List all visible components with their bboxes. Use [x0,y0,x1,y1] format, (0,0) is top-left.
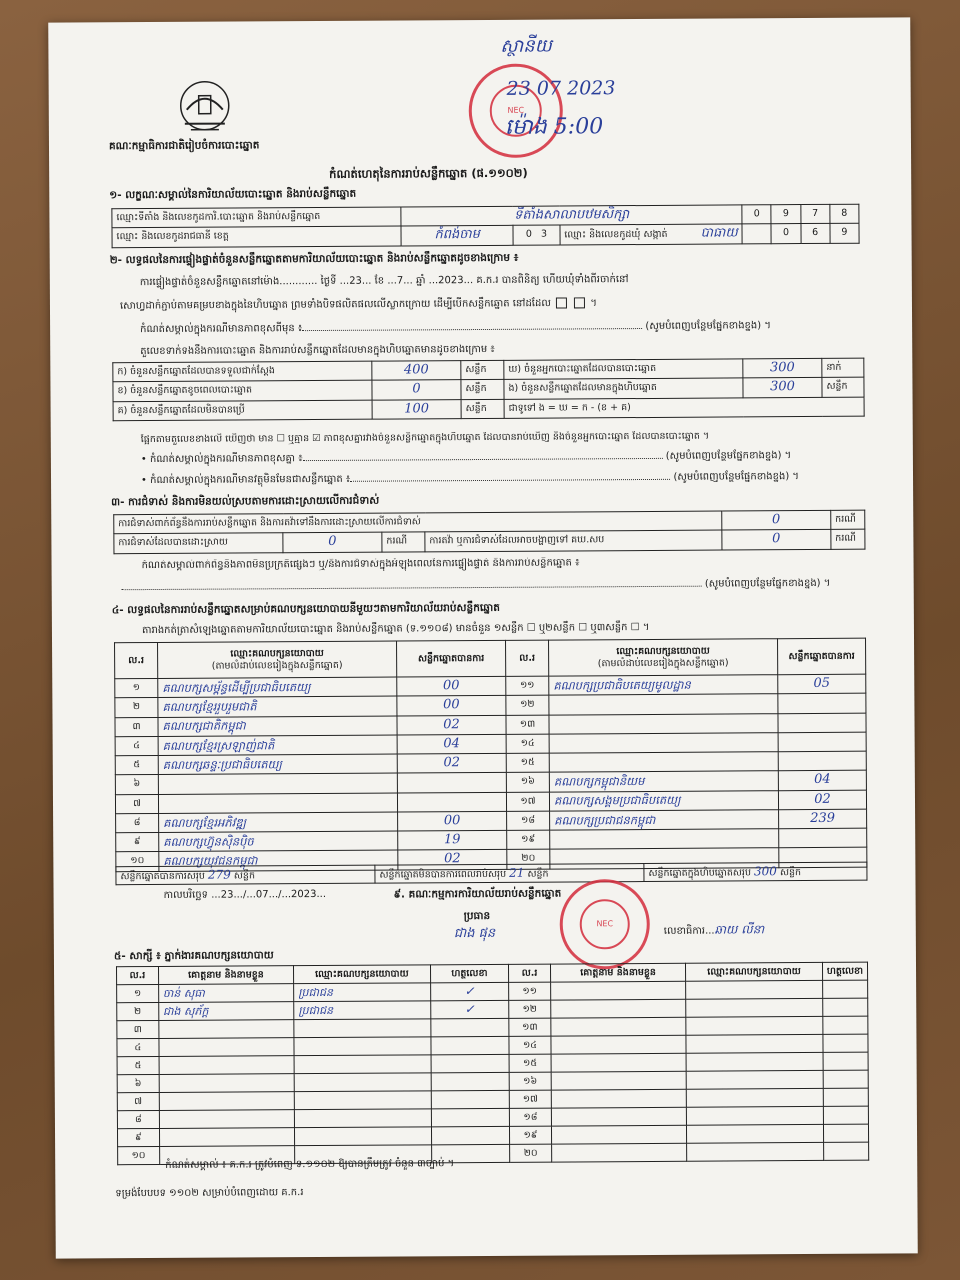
witness-name [159,1056,294,1075]
party-votes: 02 [778,790,866,810]
commune-label: ឈ្មោះ និងលេខកូដឃុំ សង្កាត់ បាធាយ [560,224,743,244]
handwritten-date: 23 07 2023 [506,77,616,100]
col-votes: សន្លឹកឆ្នោតបានការ [778,638,866,675]
col-no: ល.រ [506,640,549,676]
ballot-count-form [48,17,918,1258]
irregularity-note-line: (សូមបំពេញបន្ថែមផ្នែកខាងខ្នង) ។ [122,578,862,595]
received-label: ក) ចំនួនសន្លឹកឆ្នោតដែលបានទទួលជាក់ស្តែង [113,361,372,382]
row-no: ៤ [115,736,158,756]
party-name: គណបក្សជាតិកម្ពុជា [158,716,397,737]
party-name: គណបក្សសម្ព័ន្ធដើម្បីប្រជាធិបតេយ្យ [158,677,397,698]
col-sign: ហត្ថលេខា [430,964,509,982]
section2-intro2: សោហ្វដាក់ភ្ជាប់តាមគម្របខាងក្នុងនៃហិបឆ្នោត ព្រមទាំងបិទផលិតផលលើស្លាកក្រោយ ដើម្បីបើកសន្លឹកឆ្នោត នៅដដែល ។ [119,297,598,312]
chair-label: ប្រធាន [463,909,491,923]
witness-signature [823,1142,868,1160]
formula: ជាទូទៅ ង = ឃ = ក - (ខ + គ) [504,397,864,418]
party-votes: 00 [398,811,507,831]
witness-name [551,1089,686,1108]
witness-name: ជាង សុភ័ក្ត [158,1002,293,1021]
row-no: ៣ [117,1020,159,1038]
witness-table [116,962,869,1166]
row-no: ៩ [116,832,159,852]
party-name [158,793,397,814]
resolved-label: ការជំទាស់ដែលបានដោះស្រាយ [114,533,283,553]
witness-signature [431,1108,510,1126]
province-code: 0 3 [513,225,560,245]
footnote: កំណត់សម្គាល់ ៖ គ.ក.រ ត្រូវបំពេញ ទ.១១០២ ឱ្យបានត្រឹមត្រូវ ចំនួន ៣ច្បាប់ ។ [165,1158,455,1171]
section2-intro: ការផ្ទៀងផ្ទាត់ចំនួនសន្លឹកឆ្នោតនៅម៉ោង............ ថ្ងៃទី ...23... ខែ ...7... ឆ្នាំ ...2023... គ.ក.រ បានពិនិត្យ ហើយឃុំទាំងពីរចាក់នៅ [139,274,629,289]
party-name: គណបក្សប្រជាធិបតេយ្យមូលដ្ឋាន [549,675,778,696]
handwritten-note: ស្ថានីយ [500,35,552,57]
witness-party [686,1052,823,1071]
unit: ករណី [831,510,865,529]
unused-value: 100 [372,399,461,419]
location-value: ទីតាំងសាលាបឋមសិក្សា [401,205,742,226]
witness-name [551,1143,686,1162]
party-votes [778,751,866,771]
witness-party [294,1091,431,1110]
witness-party: ប្រជាជន [294,983,431,1002]
witness-party [686,998,823,1017]
witness-party [294,1019,431,1038]
row-no: ១៥ [506,753,549,773]
party-name: គណបក្សខ្មែរអភិវឌ្ឍ [159,812,398,833]
witness-signature [823,1052,868,1070]
unused-label: គ) ចំនួនសន្លឹកឆ្នោតដែលមិនបានប្រើ [113,400,372,421]
location-code-3: 7 [800,204,829,223]
in-box-value: 300 [743,378,822,398]
row-no: ១១ [509,982,551,1000]
unit: សន្លឹក [822,377,864,397]
witness-signature [823,1016,868,1034]
col-no: ល.រ [115,642,158,678]
col-party: ឈ្មោះគណបក្សនយោបាយ (តាមលំដាប់លេខរៀងក្នុងសន្លឹកឆ្នោត) [158,641,397,678]
section4-title: ៤- លទ្ធផលនៃការរាប់សន្លឹកឆ្នោតសម្រាប់គណបក្សនយោបាយនីមួយៗតាមការិយាល័យរាប់សន្លឹកឆ្នោត [111,601,500,617]
section2-title: ២- លទ្ធផលនៃការផ្ទៀងផ្ទាត់ចំនួនសន្លឹកឆ្នោតតាមការិយាល័យបោះឆ្នោត និងរាប់សន្លឹកឆ្នោតដូចខាងក្រោម ៖ [109,251,519,267]
unit: សន្លឹក [461,399,504,419]
section2-table [112,358,864,421]
official-stamp-top: NEC [468,64,563,159]
row-no: ៤ [117,1038,159,1056]
party-name: គណបក្សហ៊្វុនស៊ិនប៉ិច [159,831,398,852]
section1-title: ១- លក្ខណៈសម្គាល់នៃការិយាល័យបោះឆ្នោត និងរាប់សន្លឹកឆ្នោត [109,187,357,202]
witness-signature [431,1036,510,1054]
discrepancy-check: ផ្អែកតាមតួលេខខាងលើ ឃើញថា មាន ☐ ឬគ្មាន ☑ ភាពខុសគ្នារវាងចំនួនសន្លឹកឆ្នោតក្នុងហិបឆ្នោត ដែលបានរាប់ឃើញ និងចំនួនអ្នកបោះឆ្នោត ដែលបានបោះឆ្នោត ។ [140,430,710,446]
witness-party [295,1127,432,1146]
witness-party [294,1055,431,1074]
section1-table [111,204,859,248]
witness-signature [823,1088,868,1106]
location-label: ឈ្មោះទីតាំង និងលេខកូដការិ.បោះឆ្នោត និងរាប់សន្លឹកឆ្នោត [112,207,401,228]
party-votes: 02 [397,715,506,735]
witness-signature [823,998,868,1016]
row-no: ៨ [116,813,159,833]
commune-code-3: 9 [830,223,859,242]
party-votes [397,792,506,812]
witness-party [686,1070,823,1089]
party-name: គណបក្សកម្ពុជានិយម [549,771,778,792]
section4-intro: តារាងកត់ត្រាសំឡេងឆ្នោតតាមការិយាល័យបោះឆ្នោត និងរាប់សន្លឹកឆ្នោត (ទ.១១០៨) មានចំនួន ១សន្លឹក ☐ ឬ២សន្លឹក ☐ ឬ៣សន្លឹក ☐ ។ [141,621,650,637]
col-no: ល.រ [509,964,551,982]
col-sign: ហត្ថលេខា [822,962,867,980]
party-name [158,773,397,794]
party-votes [778,732,866,752]
party-votes: 239 [779,809,867,829]
witness-party [294,1073,431,1092]
appeal-value: 0 [722,530,831,550]
total-invalid: សន្លឹកឆ្នោតមិនបានការពេលរាប់សរុប 21 សន្លឹក [375,864,644,884]
discrepancy-note: • កំណត់សម្គាល់ក្នុងករណីមានភាពខុសគ្នា ៖ (សូមបំពេញបន្ថែមផ្នែកខាងខ្នង) ។ [140,450,792,466]
unit: សន្លឹក [461,360,504,380]
witness-name [159,1020,294,1039]
party-name [549,752,778,773]
row-no: ១ [117,984,159,1002]
row-no: ១៧ [506,792,549,812]
appeal-label: ការតវ៉ា ឬការជំទាស់ដែលអាចបង្ហាញទៅ គឃ.សប [425,530,722,551]
party-votes: 04 [397,734,506,754]
row-no: ១២ [509,1000,551,1018]
section2-note: កំណត់សម្គាល់ក្នុងករណីមានភាពខុសពីមុន ៖ (សូមបំពេញបន្ថែមផ្នែកខាងខ្នង) ។ [140,320,771,336]
party-name: គណបក្សសង្គមប្រជាធិបតេយ្យ [549,790,778,811]
party-name [549,694,778,715]
row-no: ១៩ [510,1126,552,1144]
col-votes: សន្លឹកឆ្នោតបានការ [397,640,506,677]
secretary: លេខាធិការ...ឆាយ លីនា [663,922,765,937]
witness-name [551,1071,686,1090]
witness-signature [431,1072,510,1090]
commune-value: បាធាយ [700,225,738,241]
witness-party: ប្រជាជន [294,1001,431,1020]
row-no: ២០ [507,849,550,869]
col-party: ឈ្មោះគណបក្សនយោបាយ (តាមលំដាប់លេខរៀងក្នុងសន្លឹកឆ្នោត) [549,639,778,676]
witness-name [551,1053,686,1072]
witness-name [159,1074,294,1093]
witness-party [686,1088,823,1107]
foreign-object-note: • កំណត់សម្គាល់ក្នុងករណីមានវត្ថុមិនមែនជាសន្លឹកឆ្នោត ៖ (សូមបំពេញបន្ថែមផ្នែកខាងខ្នង) ។ [140,471,800,487]
witness-signature [822,980,867,998]
row-no: ១៨ [507,811,550,831]
witness-party [686,1016,823,1035]
voters-label: ឃ) ចំនួនអ្នកបោះឆ្នោតដែលបានបោះឆ្នោត [504,359,743,380]
witness-party [294,1109,431,1128]
party-votes: 00 [397,696,506,716]
witness-party [687,1106,824,1125]
witness-signature [431,1126,510,1144]
witness-name [551,1107,686,1126]
party-name [550,829,779,850]
row-no: ១៦ [509,1072,551,1090]
row-no: ២ [115,698,158,718]
form-footer: ទម្រង់បែបបទ ១១០២ សម្រាប់បំពេញដោយ គ.ក.រ [115,1187,304,1200]
witness-signature [823,1106,868,1124]
witness-name [159,1038,294,1057]
witness-name [159,1128,294,1147]
col-party: ឈ្មោះគណបក្សនយោបាយ [686,962,823,981]
results-table [114,638,867,872]
party-votes [397,773,506,793]
spoiled-label: ខ) ចំនួនសន្លឹកឆ្នោតខូចពេលបោះឆ្នោត [113,380,372,401]
commune-code-1: 0 [771,224,800,243]
row-no: ១៧ [509,1090,551,1108]
row-no: ១០ [116,852,159,872]
row-no: ១ [115,678,158,698]
unit: សន្លឹក [461,380,504,400]
party-votes: 00 [397,676,506,696]
sign-date: កាលបរិច្ឆេទ ...23.../...07.../...2023... [163,888,327,901]
row-no: ១៥ [509,1054,551,1072]
section3-table [113,510,865,554]
row-no: ១៣ [506,715,549,735]
complaints-label: ការជំទាស់ពាក់ព័ន្ធនឹងការរាប់សន្លឹកឆ្នោត និងការតវ៉ាទៅនឹងការដោះស្រាយលើការជំទាស់ [114,511,722,534]
party-votes [778,713,866,733]
witness-signature [823,1124,868,1142]
witness-signature [430,1018,509,1036]
row-no: ១៨ [510,1108,552,1126]
party-name [549,732,778,753]
witness-signature [431,1054,510,1072]
voters-value: 300 [743,358,822,378]
party-name: គណបក្សឆន្ទៈប្រជាធិបតេយ្យ [158,754,397,775]
row-no: ៥ [115,755,158,775]
party-name: គណបក្សខ្មែររួបរួមជាតិ [158,696,397,717]
col-name: គោត្តនាម និងនាមខ្លួន [158,966,293,985]
witness-signature: ✓ [430,1000,509,1018]
row-no: ៦ [115,775,158,795]
row-no: ១៣ [509,1018,551,1036]
party-votes [779,828,867,848]
committee-name: គណៈកម្មាធិការជាតិរៀបចំការបោះឆ្នោត [108,139,260,153]
col-no: ល.រ [117,966,159,984]
row-no: ៩ [117,1128,159,1146]
location-code-1: 0 [742,205,771,224]
witness-name [551,1035,686,1054]
row-no: ១០ [118,1146,160,1164]
unit: នាក់ [822,358,864,378]
nec-emblem-icon [175,80,235,138]
handwritten-time: ម៉ោង 5:00 [504,114,604,140]
party-votes: 05 [778,674,866,694]
secretary-name: ឆាយ លីនា [714,922,765,937]
chair-name: ជាង ផុន [453,925,496,942]
row-no: ១៦ [506,772,549,792]
witness-name [551,999,686,1018]
resolved-value: 0 [283,532,382,552]
witness-party [687,1142,824,1161]
party-votes [778,693,866,713]
complaints-value: 0 [722,510,831,530]
witness-party [294,1037,431,1056]
irregularity-note: កំណត់សម្គាល់ពាក់ព័ន្ធនឹងភាពមិនប្រក្រតីផ្សេងៗ ឬ/និងការជំទាស់ក្នុងអំឡុងពេលនៃការផ្ទៀងផ្ទាត់ និងការរាប់សន្លឹកឆ្នោត ៖ [141,557,580,572]
witness-name [159,1092,294,1111]
location-code-2: 9 [771,205,800,224]
party-votes: 04 [778,770,866,790]
witness-name [551,1125,686,1144]
party-name: គណបក្សខ្មែរស្រឡាញ់ជាតិ [158,735,397,756]
location-code-4: 8 [830,204,859,223]
row-no: ៨ [117,1110,159,1128]
witness-name [551,1017,686,1036]
witness-party [687,1124,824,1143]
col-name: គោត្តនាម និងនាមខ្លួន [550,963,685,982]
in-box-label: ង) ចំនួនសន្លឹកឆ្នោតដែលមានក្នុងហិបឆ្នោត [504,378,743,399]
row-no: ៣ [115,717,158,737]
witness-signature: ✓ [430,982,509,1000]
section3-title: ៣- ការជំទាស់ និងការមិនយល់ស្របតាមការដោះស្រាយលើការជំទាស់ [111,494,380,509]
witness-name: ចាន់ សុធា [158,984,293,1003]
section5-title: ៥- សាក្សី ៖ ភ្នាក់ងារគណបក្សនយោបាយ [113,949,274,963]
row-no: ១២ [506,695,549,715]
party-votes: 02 [397,753,506,773]
results-totals [115,862,867,886]
row-no: ២០ [510,1144,552,1162]
total-valid: សន្លឹកឆ្នោតបានការសរុប 279 សន្លឹក [116,865,375,885]
row-no: ១៤ [509,1036,551,1054]
form-title: កំណត់ហេតុនៃការរាប់សន្លឹកឆ្នោត (ផ.១១០២) [329,165,528,181]
spoiled-value: 0 [372,380,461,400]
received-value: 400 [372,361,461,381]
row-no: ២ [117,1002,159,1020]
row-no: ៧ [115,794,158,814]
party-name [549,713,778,734]
row-no: ១៤ [506,734,549,754]
section2-intro3: តួលេខទាក់ទងនឹងការបោះឆ្នោត និងការរាប់សន្លឹកឆ្នោតដែលមានក្នុងហិបឆ្នោតមានដូចខាងក្រោម ៖ [140,343,495,358]
row-no: ៥ [117,1056,159,1074]
row-no: ៧ [117,1092,159,1110]
unit: ករណី [831,529,865,548]
commune-code-2: 6 [801,224,830,243]
sign-committee: ៩. គណៈកម្មការការិយាល័យរាប់សន្លឹកឆ្នោត [393,887,562,901]
party-votes: 19 [398,830,507,850]
party-name: គណបក្សប្រជាជនកម្ពុជា [550,809,779,830]
party-name: គណបក្សយុវជនកម្ពុជា [159,850,398,871]
row-no: ១៩ [507,830,550,850]
witness-signature [823,1070,868,1088]
row-no: ៦ [117,1074,159,1092]
witness-party [686,1034,823,1053]
party-votes: 02 [398,850,507,870]
col-party: ឈ្មោះគណបក្សនយោបាយ [294,965,431,984]
witness-signature [823,1034,868,1052]
witness-party [686,980,823,999]
witness-name [551,981,686,1000]
witness-signature [431,1090,510,1108]
official-stamp-bottom: NEC [559,879,650,970]
unit: ករណី [382,532,425,552]
province-value: កំពង់ចាម [401,226,513,246]
total-in-box: សន្លឹកឆ្នោតក្នុងហិបឆ្នោតសរុប 300 សន្លឹក [644,862,867,881]
row-no: ១១ [506,676,549,696]
witness-name [159,1110,294,1129]
province-label: ឈ្មោះ និងលេខកូដរាជធានី ខេត្ត [112,226,401,247]
